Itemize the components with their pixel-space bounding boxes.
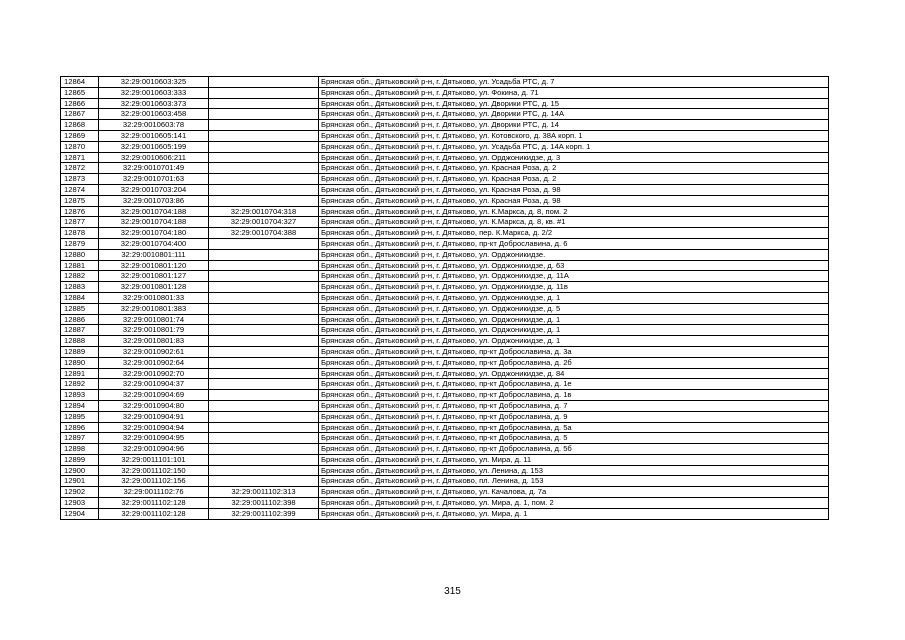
table-row xyxy=(61,163,829,174)
cadastral-number-cell: 32:29:0010801:120 xyxy=(99,260,209,271)
cadastral-number-cell: 32:29:0011102:128 xyxy=(99,508,209,519)
table-row xyxy=(61,77,829,88)
related-cadastral-number-cell xyxy=(209,454,319,465)
address-cell: Брянская обл., Дятьковский р-н, г. Дятьково, пр-кт Доброславина, д. 5а xyxy=(319,422,829,433)
cadastral-number-cell: 32:29:0010904:95 xyxy=(99,433,209,444)
address-cell: Брянская обл., Дятьковский р-н, г. Дятьково, ул. Орджоникидзе, д. 1 xyxy=(319,336,829,347)
address-cell: Брянская обл., Дятьковский р-н, г. Дятьково, пр-кт Доброславина, д. 3а xyxy=(319,346,829,357)
table-row xyxy=(61,411,829,422)
address-cell: Брянская обл., Дятьковский р-н, г. Дятьково, ул. Красная Роза, д. 98 xyxy=(319,195,829,206)
address-cell: Брянская обл., Дятьковский р-н, г. Дятьково, ул. Мира, д. 1, пом. 2 xyxy=(319,498,829,509)
row-number-cell: 12902 xyxy=(61,487,99,498)
table-row xyxy=(61,228,829,239)
row-number-cell: 12881 xyxy=(61,260,99,271)
table-row xyxy=(61,260,829,271)
row-number-cell: 12884 xyxy=(61,292,99,303)
table-row xyxy=(61,249,829,260)
row-number-cell: 12870 xyxy=(61,141,99,152)
cadastral-number-cell: 32:29:0010801:79 xyxy=(99,325,209,336)
cadastral-number-cell: 32:29:0010603:458 xyxy=(99,109,209,120)
cadastral-number-cell: 32:29:0011102:156 xyxy=(99,476,209,487)
related-cadastral-number-cell: 32:29:0010704:388 xyxy=(209,228,319,239)
row-number-cell: 12897 xyxy=(61,433,99,444)
table-row xyxy=(61,357,829,368)
cadastral-number-cell: 32:29:0010704:188 xyxy=(99,206,209,217)
cadastral-number-cell: 32:29:0010605:199 xyxy=(99,141,209,152)
table-row xyxy=(61,314,829,325)
row-number-cell: 12876 xyxy=(61,206,99,217)
cadastral-number-cell: 32:29:0010904:94 xyxy=(99,422,209,433)
related-cadastral-number-cell xyxy=(209,314,319,325)
row-number-cell: 12888 xyxy=(61,336,99,347)
row-number-cell: 12889 xyxy=(61,346,99,357)
address-cell: Брянская обл., Дятьковский р-н, г. Дятьково, ул. Орджоникидзе, д. 84 xyxy=(319,368,829,379)
related-cadastral-number-cell xyxy=(209,476,319,487)
related-cadastral-number-cell: 32:29:0010704:318 xyxy=(209,206,319,217)
related-cadastral-number-cell xyxy=(209,390,319,401)
table-row xyxy=(61,444,829,455)
address-cell: Брянская обл., Дятьковский р-н, г. Дятьково, ул. Красная Роза, д. 2 xyxy=(319,163,829,174)
row-number-cell: 12892 xyxy=(61,379,99,390)
related-cadastral-number-cell xyxy=(209,292,319,303)
related-cadastral-number-cell xyxy=(209,249,319,260)
cadastral-number-cell: 32:29:0010902:61 xyxy=(99,346,209,357)
address-cell: Брянская обл., Дятьковский р-н, г. Дятьково, ул. Орджоникидзе, д. 3 xyxy=(319,152,829,163)
table-row xyxy=(61,271,829,282)
address-cell: Брянская обл., Дятьковский р-н, г. Дятьково, пр-кт Доброславина, д. 6 xyxy=(319,238,829,249)
address-cell: Брянская обл., Дятьковский р-н, г. Дятьково, пр-кт Доброславина, д. 5 xyxy=(319,433,829,444)
cadastral-number-cell: 32:29:0010605:141 xyxy=(99,130,209,141)
row-number-cell: 12868 xyxy=(61,120,99,131)
row-number-cell: 12895 xyxy=(61,411,99,422)
cadastral-number-cell: 32:29:0010603:325 xyxy=(99,77,209,88)
address-cell: Брянская обл., Дятьковский р-н, г. Дятьково, пр-кт Доброславина, д. 7 xyxy=(319,400,829,411)
cadastral-number-cell: 32:29:0010904:96 xyxy=(99,444,209,455)
address-cell: Брянская обл., Дятьковский р-н, г. Дятьково, ул. К.Маркса, д. 8, пом. 2 xyxy=(319,206,829,217)
related-cadastral-number-cell xyxy=(209,346,319,357)
row-number-cell: 12885 xyxy=(61,303,99,314)
related-cadastral-number-cell xyxy=(209,163,319,174)
table-row xyxy=(61,325,829,336)
table-row xyxy=(61,152,829,163)
table-row xyxy=(61,217,829,228)
cadastral-number-cell: 32:29:0010704:188 xyxy=(99,217,209,228)
table-row xyxy=(61,390,829,401)
cadastral-number-cell: 32:29:0010902:64 xyxy=(99,357,209,368)
table-row xyxy=(61,508,829,519)
related-cadastral-number-cell xyxy=(209,411,319,422)
related-cadastral-number-cell xyxy=(209,368,319,379)
address-cell: Брянская обл., Дятьковский р-н, г. Дятьково, ул. Мира, д. 1 xyxy=(319,508,829,519)
cadastral-number-cell: 32:29:0010603:78 xyxy=(99,120,209,131)
address-cell: Брянская обл., Дятьковский р-н, г. Дятьково, ул. Дворики РТС, д. 15 xyxy=(319,98,829,109)
address-cell: Брянская обл., Дятьковский р-н, г. Дятьково, пр-кт Доброславина, д. 5б xyxy=(319,444,829,455)
related-cadastral-number-cell xyxy=(209,130,319,141)
address-cell: Брянская обл., Дятьковский р-н, г. Дятьково, ул. К.Маркса, д. 8, кв. #1 xyxy=(319,217,829,228)
cadastral-number-cell: 32:29:0010801:383 xyxy=(99,303,209,314)
table-row xyxy=(61,238,829,249)
address-cell: Брянская обл., Дятьковский р-н, г. Дятьково, пр-кт Доброславина, д. 1е xyxy=(319,379,829,390)
cadastral-number-cell: 32:29:0010801:74 xyxy=(99,314,209,325)
table-row xyxy=(61,346,829,357)
table-row xyxy=(61,465,829,476)
related-cadastral-number-cell xyxy=(209,77,319,88)
related-cadastral-number-cell xyxy=(209,120,319,131)
cadastral-number-cell: 32:29:0010801:33 xyxy=(99,292,209,303)
row-number-cell: 12886 xyxy=(61,314,99,325)
table-row xyxy=(61,120,829,131)
address-cell: Брянская обл., Дятьковский р-н, г. Дятьково, пер. К.Маркса, д. 2/2 xyxy=(319,228,829,239)
related-cadastral-number-cell xyxy=(209,195,319,206)
related-cadastral-number-cell xyxy=(209,109,319,120)
cadastral-number-cell: 32:29:0010801:111 xyxy=(99,249,209,260)
address-cell: Брянская обл., Дятьковский р-н, г. Дятьково, ул. Ленина, д. 153 xyxy=(319,465,829,476)
address-cell: Брянская обл., Дятьковский р-н, г. Дятьково, ул. Мира, д. 11 xyxy=(319,454,829,465)
row-number-cell: 12865 xyxy=(61,87,99,98)
table-row xyxy=(61,141,829,152)
row-number-cell: 12901 xyxy=(61,476,99,487)
row-number-cell: 12878 xyxy=(61,228,99,239)
table-row xyxy=(61,195,829,206)
related-cadastral-number-cell xyxy=(209,379,319,390)
related-cadastral-number-cell xyxy=(209,465,319,476)
row-number-cell: 12896 xyxy=(61,422,99,433)
cadastral-number-cell: 32:29:0010704:400 xyxy=(99,238,209,249)
row-number-cell: 12893 xyxy=(61,390,99,401)
row-number-cell: 12875 xyxy=(61,195,99,206)
cadastral-number-cell: 32:29:0010904:91 xyxy=(99,411,209,422)
address-cell: Брянская обл., Дятьковский р-н, г. Дятьково, ул. Орджоникидзе, д. 5 xyxy=(319,303,829,314)
related-cadastral-number-cell xyxy=(209,87,319,98)
row-number-cell: 12882 xyxy=(61,271,99,282)
address-cell: Брянская обл., Дятьковский р-н, г. Дятьково, ул. Красная Роза, д. 98 xyxy=(319,184,829,195)
cadastral-number-cell: 32:29:0010603:373 xyxy=(99,98,209,109)
table-row xyxy=(61,87,829,98)
related-cadastral-number-cell xyxy=(209,141,319,152)
row-number-cell: 12880 xyxy=(61,249,99,260)
row-number-cell: 12874 xyxy=(61,184,99,195)
row-number-cell: 12891 xyxy=(61,368,99,379)
cadastral-number-cell: 32:29:0010801:128 xyxy=(99,282,209,293)
related-cadastral-number-cell xyxy=(209,357,319,368)
row-number-cell: 12887 xyxy=(61,325,99,336)
table-row xyxy=(61,454,829,465)
row-number-cell: 12904 xyxy=(61,508,99,519)
related-cadastral-number-cell xyxy=(209,282,319,293)
cadastral-number-cell: 32:29:0010701:63 xyxy=(99,174,209,185)
related-cadastral-number-cell xyxy=(209,260,319,271)
related-cadastral-number-cell: 32:29:0011102:399 xyxy=(209,508,319,519)
cadastral-number-cell: 32:29:0010801:83 xyxy=(99,336,209,347)
row-number-cell: 12869 xyxy=(61,130,99,141)
cadastral-number-cell: 32:29:0010704:180 xyxy=(99,228,209,239)
table-row xyxy=(61,368,829,379)
table-row xyxy=(61,109,829,120)
cadastral-number-cell: 32:29:0010904:80 xyxy=(99,400,209,411)
cadastral-number-cell: 32:29:0011102:76 xyxy=(99,487,209,498)
table-row xyxy=(61,206,829,217)
table-row xyxy=(61,433,829,444)
address-cell: Брянская обл., Дятьковский р-н, г. Дятьково, ул. Усадьба РТС, д. 7 xyxy=(319,77,829,88)
related-cadastral-number-cell xyxy=(209,336,319,347)
address-cell: Брянская обл., Дятьковский р-н, г. Дятьково, ул. Орджоникидзе, д. 11в xyxy=(319,282,829,293)
related-cadastral-number-cell xyxy=(209,433,319,444)
cadastral-number-cell: 32:29:0010703:204 xyxy=(99,184,209,195)
cadastral-number-cell: 32:29:0010703:86 xyxy=(99,195,209,206)
related-cadastral-number-cell xyxy=(209,152,319,163)
row-number-cell: 12883 xyxy=(61,282,99,293)
address-cell: Брянская обл., Дятьковский р-н, г. Дятьково, ул. Усадьба РТС, д. 14А корп. 1 xyxy=(319,141,829,152)
table-row xyxy=(61,98,829,109)
table-row xyxy=(61,174,829,185)
address-cell: Брянская обл., Дятьковский р-н, г. Дятьково, ул. Орджоникидзе, д. 1 xyxy=(319,292,829,303)
table-row xyxy=(61,498,829,509)
cadastral-number-cell: 32:29:0010606:211 xyxy=(99,152,209,163)
row-number-cell: 12879 xyxy=(61,238,99,249)
table-row xyxy=(61,292,829,303)
cadastral-number-cell: 32:29:0011102:128 xyxy=(99,498,209,509)
registry-table-body xyxy=(61,77,829,520)
row-number-cell: 12864 xyxy=(61,77,99,88)
related-cadastral-number-cell: 32:29:0010704:327 xyxy=(209,217,319,228)
related-cadastral-number-cell xyxy=(209,444,319,455)
table-row xyxy=(61,400,829,411)
related-cadastral-number-cell: 32:29:0011102:313 xyxy=(209,487,319,498)
table-row xyxy=(61,379,829,390)
related-cadastral-number-cell xyxy=(209,271,319,282)
row-number-cell: 12894 xyxy=(61,400,99,411)
cadastral-number-cell: 32:29:0010603:333 xyxy=(99,87,209,98)
row-number-cell: 12898 xyxy=(61,444,99,455)
address-cell: Брянская обл., Дятьковский р-н, г. Дятьково, ул. Красная Роза, д. 2 xyxy=(319,174,829,185)
row-number-cell: 12900 xyxy=(61,465,99,476)
address-cell: Брянская обл., Дятьковский р-н, г. Дятьково, ул. Котовского, д. 38А корп. 1 xyxy=(319,130,829,141)
cadastral-number-cell: 32:29:0011102:150 xyxy=(99,465,209,476)
related-cadastral-number-cell xyxy=(209,238,319,249)
related-cadastral-number-cell xyxy=(209,98,319,109)
address-cell: Брянская обл., Дятьковский р-н, г. Дятьково, ул. Орджоникидзе, д. 63 xyxy=(319,260,829,271)
address-cell: Брянская обл., Дятьковский р-н, г. Дятьково, ул. Дворики РТС, д. 14А xyxy=(319,109,829,120)
table-row xyxy=(61,130,829,141)
address-cell: Брянская обл., Дятьковский р-н, г. Дятьково, ул. Орджоникидзе, д. 11А xyxy=(319,271,829,282)
address-cell: Брянская обл., Дятьковский р-н, г. Дятьково, пр-кт Доброславина, д. 1в xyxy=(319,390,829,401)
address-cell: Брянская обл., Дятьковский р-н, г. Дятьково, ул. Фокина, д. 71 xyxy=(319,87,829,98)
address-cell: Брянская обл., Дятьковский р-н, г. Дятьково, пр-кт Доброславина, д. 9 xyxy=(319,411,829,422)
row-number-cell: 12872 xyxy=(61,163,99,174)
row-number-cell: 12877 xyxy=(61,217,99,228)
related-cadastral-number-cell: 32:29:0011102:398 xyxy=(209,498,319,509)
row-number-cell: 12866 xyxy=(61,98,99,109)
cadastral-number-cell: 32:29:0010902:70 xyxy=(99,368,209,379)
row-number-cell: 12903 xyxy=(61,498,99,509)
page-number: 315 xyxy=(444,586,461,597)
row-number-cell: 12873 xyxy=(61,174,99,185)
row-number-cell: 12899 xyxy=(61,454,99,465)
row-number-cell: 12867 xyxy=(61,109,99,120)
cadastral-number-cell: 32:29:0010701:49 xyxy=(99,163,209,174)
address-cell: Брянская обл., Дятьковский р-н, г. Дятьково, ул. Дворики РТС, д. 14 xyxy=(319,120,829,131)
registry-table xyxy=(60,76,829,520)
table-row xyxy=(61,184,829,195)
related-cadastral-number-cell xyxy=(209,422,319,433)
address-cell: Брянская обл., Дятьковский р-н, г. Дятьково, ул. Орджоникидзе, д. 1 xyxy=(319,314,829,325)
address-cell: Брянская обл., Дятьковский р-н, г. Дятьково, ул. Орджоникидзе. xyxy=(319,249,829,260)
table-row xyxy=(61,476,829,487)
cadastral-number-cell: 32:29:0011101:101 xyxy=(99,454,209,465)
table-row xyxy=(61,422,829,433)
address-cell: Брянская обл., Дятьковский р-н, г. Дятьково, пл. Ленина, д. 153 xyxy=(319,476,829,487)
related-cadastral-number-cell xyxy=(209,184,319,195)
related-cadastral-number-cell xyxy=(209,174,319,185)
table-row xyxy=(61,282,829,293)
cadastral-number-cell: 32:29:0010904:37 xyxy=(99,379,209,390)
table-row xyxy=(61,487,829,498)
cadastral-number-cell: 32:29:0010904:69 xyxy=(99,390,209,401)
address-cell: Брянская обл., Дятьковский р-н, г. Дятьково, ул. Качалова, д. 7а xyxy=(319,487,829,498)
related-cadastral-number-cell xyxy=(209,400,319,411)
table-row xyxy=(61,303,829,314)
row-number-cell: 12890 xyxy=(61,357,99,368)
row-number-cell: 12871 xyxy=(61,152,99,163)
cadastral-number-cell: 32:29:0010801:127 xyxy=(99,271,209,282)
related-cadastral-number-cell xyxy=(209,325,319,336)
table-row xyxy=(61,336,829,347)
related-cadastral-number-cell xyxy=(209,303,319,314)
address-cell: Брянская обл., Дятьковский р-н, г. Дятьково, пр-кт Доброславина, д. 2б xyxy=(319,357,829,368)
address-cell: Брянская обл., Дятьковский р-н, г. Дятьково, ул. Орджоникидзе, д. 1 xyxy=(319,325,829,336)
